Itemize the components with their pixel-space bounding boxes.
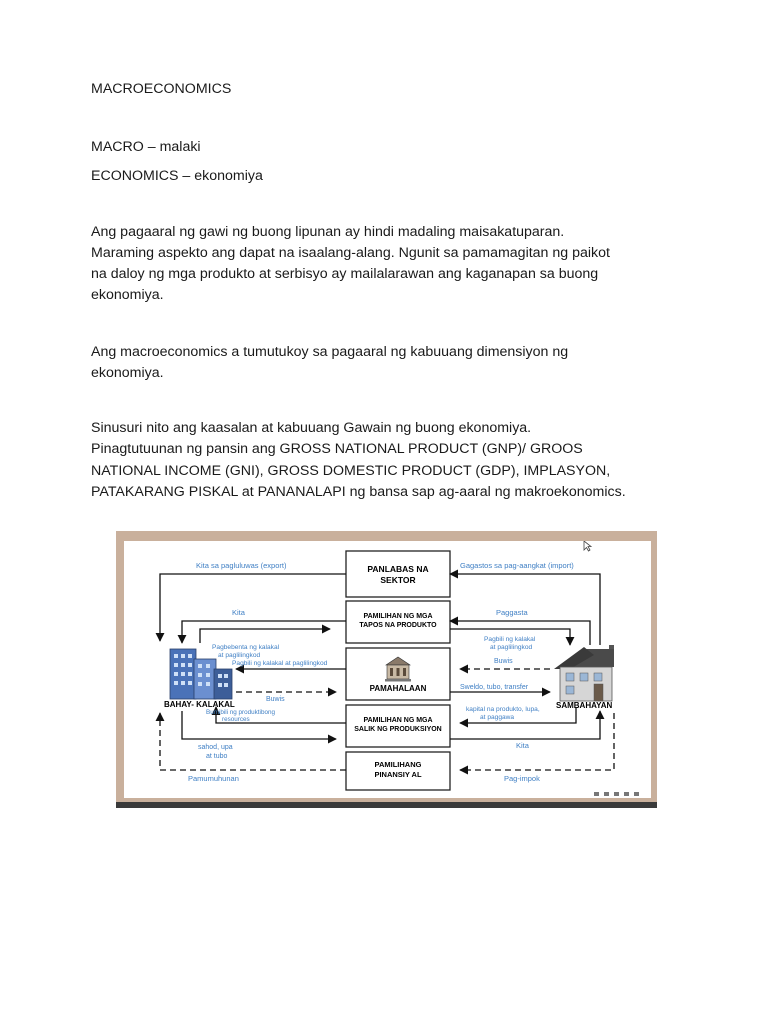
- box-pamahalaan-label: PAMAHALAAN: [369, 684, 427, 693]
- definition-economics: ECONOMICS – ekonomiya: [91, 168, 263, 184]
- definition-macro: MACRO – malaki: [91, 139, 201, 155]
- figure-panel: [124, 541, 651, 798]
- label-pagbebenta-2: at paglilingkod: [218, 652, 261, 659]
- label-buwis-left: Buwis: [266, 696, 285, 703]
- box-pamahalaan: [346, 648, 450, 700]
- paragraph-line: ekonomiya.: [91, 365, 164, 381]
- label-kita-top: Kita: [232, 608, 245, 617]
- label-bumibili-2: resources: [222, 716, 250, 723]
- control-icon: [604, 792, 609, 796]
- box-salik-line2: SALIK NG PRODUKSIYON: [354, 726, 442, 733]
- label-sahod-2: at tubo: [206, 753, 228, 760]
- paragraph-line: Pinagtutuunan ng pansin ang GROSS NATIONAL PRODUCT (GNP)/ GROOS: [91, 441, 583, 457]
- box-tapos-line1: PAMILIHAN NG MGA: [363, 613, 433, 620]
- circular-flow-diagram: [124, 541, 651, 798]
- cursor-icon: [584, 541, 591, 551]
- paragraph-line: Sinusuri nito ang kaasalan at kabuuang Gawain ng buong ekonomiya.: [91, 420, 532, 436]
- control-icon: [594, 792, 599, 796]
- paragraph-line: na daloy ng mga produkto at serbisyo ay mailalarawan ang kaganapan sa buong: [91, 266, 599, 282]
- label-pagbili-left: Pagbili ng kalakal at paglilingkod: [232, 660, 328, 667]
- label-pagbili-right-2: at paglilingkod: [490, 644, 533, 651]
- box-pinansiyal-line1: PAMILIHANG: [374, 760, 422, 769]
- box-tapos: [346, 601, 450, 643]
- box-pinansiyal-line2: PINANSIY AL: [374, 770, 422, 779]
- control-icon: [634, 792, 639, 796]
- flow-kita-bottom: [450, 711, 600, 739]
- label-sweldo: Sweldo, tubo, transfer: [460, 684, 529, 691]
- box-salik: [346, 705, 450, 747]
- house-icon: [554, 645, 614, 701]
- flow-pagbebenta: [200, 629, 330, 643]
- paragraph-line: NATIONAL INCOME (GNI), GROSS DOMESTIC PRODUCT (GDP), IMPLASYON,: [91, 463, 611, 479]
- flow-pamumuhunan: [160, 713, 346, 770]
- document-title: MACROECONOMICS: [91, 81, 232, 97]
- circular-flow-figure: [116, 531, 657, 808]
- flow-kita-top: [182, 621, 346, 643]
- paragraph-line: Ang macroeconomics a tumutukoy sa pagaaral ng kabuuang dimensiyon ng: [91, 344, 569, 360]
- label-bumibili-1: Bumibili ng produktibong: [206, 709, 275, 716]
- box-panlabas-line2: SEKTOR: [380, 575, 416, 585]
- box-panlabas-line1: PANLABAS NA: [367, 564, 429, 574]
- label-pagbili-right-1: Pagbili ng kalakal: [484, 636, 536, 643]
- figure-bottom-strip: [116, 802, 657, 808]
- flow-export-income: [160, 574, 346, 641]
- paragraph-line: Maraming aspekto ang dapat na isaalang-alang. Ngunit sa pamamagitan ng paikot: [91, 245, 610, 261]
- media-controls: [594, 792, 639, 796]
- label-kita-bottom: Kita: [516, 741, 529, 750]
- control-icon: [624, 792, 629, 796]
- box-pinansiyal: [346, 752, 450, 790]
- label-sambahayan: SAMBAHAYAN: [556, 701, 613, 710]
- label-pamumuhunan: Pamumuhunan: [188, 774, 239, 783]
- label-gastos-import: Gagastos sa pag-aangkat (import): [460, 561, 574, 570]
- box-salik-line1: PAMILIHAN NG MGA: [363, 717, 433, 724]
- box-panlabas: [346, 551, 450, 597]
- label-buwis-right: Buwis: [494, 658, 513, 665]
- label-pag-impok: Pag-impok: [504, 774, 540, 783]
- label-bahay-kalakal: BAHAY- KALAKAL: [164, 700, 235, 709]
- paragraph-line: Ang pagaaral ng gawi ng buong lipunan ay hindi madaling maisakatuparan.: [91, 224, 565, 240]
- label-sahod-1: sahod, upa: [198, 744, 233, 751]
- paragraph-line: ekonomiya.: [91, 287, 164, 303]
- flow-pag-impok: [460, 713, 614, 770]
- box-tapos-line2: TAPOS NA PRODUKTO: [359, 622, 437, 629]
- control-icon: [614, 792, 619, 796]
- label-paggasta: Paggasta: [496, 608, 528, 617]
- label-kapital-1: kapital na produkto, lupa,: [466, 706, 540, 713]
- label-kita-export: Kita sa pagluluwas (export): [196, 561, 287, 570]
- label-pagbebenta-1: Pagbebenta ng kalakal: [212, 644, 280, 651]
- paragraph-line: PATAKARANG PISKAL at PANANALAPI ng bansa sap ag-aaral ng makroekonomics.: [91, 484, 626, 500]
- label-kapital-2: at paggawa: [480, 714, 515, 721]
